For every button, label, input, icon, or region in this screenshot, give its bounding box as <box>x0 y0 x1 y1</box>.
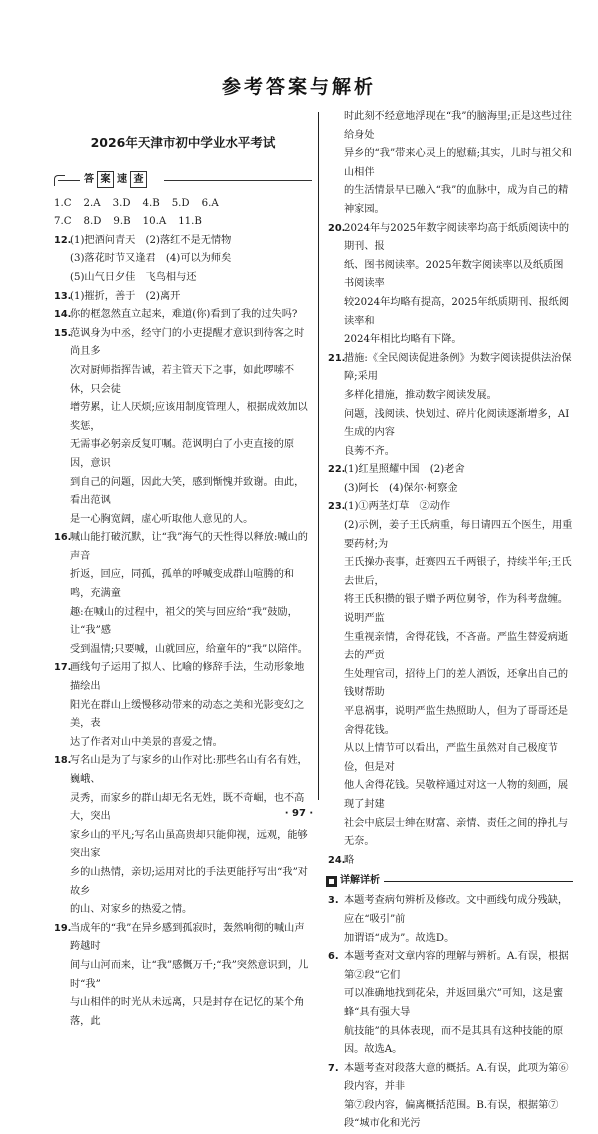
answer-line: 本题考查病句辨析及修改。文中画线句成分残缺，应在“吸引”前 <box>344 895 569 925</box>
quick-answer-list <box>54 195 312 232</box>
question-number: 7. <box>328 1062 339 1074</box>
question-number: 6. <box>328 951 339 963</box>
column-divider <box>318 112 319 800</box>
answer-item <box>54 306 312 325</box>
detail-item <box>328 948 573 1060</box>
answer-item <box>54 288 312 307</box>
answer-line: 可以准确地找到花朵，并返回巢穴”可知，这是蜜蜂“具有强大导 <box>344 988 564 1018</box>
answer-line: 时此刻不经意地浮现在“我”的脑海里;正是这些过往给身处 <box>344 111 572 141</box>
question-number: 3. <box>328 895 339 907</box>
page-number: · 97 · <box>284 808 314 819</box>
answer-line: 生处理官司，招待上门的差人酒饭，还拿出自己的钱财帮助 <box>344 668 569 699</box>
answer-line: 写名山是为了与家乡的山作对比:那些名山有名有姓，巍峨、 <box>70 755 308 785</box>
detail-item <box>328 892 573 948</box>
right-answer-list <box>328 220 573 871</box>
quick-answer-row <box>54 213 312 232</box>
quick-answer-item: 7.C <box>54 216 72 228</box>
answer-line: 画线句子运用了拟人、比喻的修辞手法，生动形象地描绘出 <box>70 662 305 693</box>
answer-line: 当成年的“我”在异乡感到孤寂时，轰然响彻的喊山声跨越时 <box>70 922 305 953</box>
answer-line: 间与山河而来，让“我”感慨万千;“我”突然意识到，儿时“我” <box>70 959 309 990</box>
answer-line: 是一心胸宽阔，虚心听取他人意见的人。 <box>70 513 254 525</box>
answer-line: 多样化措施，推动数字阅读发展。 <box>344 389 497 401</box>
answer-line: 乡的山热情，亲切;运用对比的手法更能抒写出“我”对故乡 <box>70 866 308 897</box>
quick-char-3: 速 <box>117 173 127 185</box>
answer-line: 次对厨师指挥告诫，若主管天下之事，如此啰嗦不休，只会徒 <box>70 364 295 395</box>
answer-line: 第⑦段内容，偏离概括范围。B.有误，根据第⑦段“城市化和光污 <box>344 1099 559 1130</box>
answer-line: 异乡的“我”带来心灵上的慰藉;其实，儿时与祖父和山相伴 <box>344 148 572 178</box>
answer-line: 较2024年均略有提高，2025年纸质期刊、报纸阅读率和 <box>344 296 570 327</box>
answer-line: 他人舍得花钱。吴敬梓通过对这一人物的刻画，展现了封建 <box>344 780 569 810</box>
quick-answer-item: 4.B <box>142 197 160 209</box>
answer-item <box>328 350 573 462</box>
answer-line: (1)把酒问青天 (2)落红不是无情物 <box>70 234 232 246</box>
answer-line: 与山相伴的时光从未远离，只是封存在记忆的某个角落，此 <box>70 997 305 1027</box>
quick-answer-item: 9.B <box>113 216 131 228</box>
answer-line: 措施:《全民阅读促进条例》为数字阅读提供法治保障;采用 <box>344 352 572 383</box>
answer-line: 社会中底层士绅在财富、亲情、责任之间的挣扎与无奈。 <box>344 817 569 848</box>
quick-char-2: 案 <box>97 171 114 188</box>
question-number: 16. <box>54 532 72 544</box>
answer-item <box>54 659 312 752</box>
answer-line: 良莠不齐。 <box>344 445 395 457</box>
detail-section-header <box>326 873 573 889</box>
quick-answer-row <box>54 195 312 214</box>
answer-line: 问题，浅阅读、快划过、碎片化阅读逐渐增多，AI生成的内容 <box>344 408 570 439</box>
left-answer-list <box>54 232 312 1032</box>
header-rule-right <box>164 180 312 181</box>
answer-item <box>54 325 312 530</box>
exam-title: 2026年天津市初中学业水平考试 <box>90 135 276 150</box>
answer-line: 增劳累，让人厌烦;应该用制度管理人，根据成效加以奖惩， <box>70 402 308 432</box>
question-number: 20. <box>328 222 346 234</box>
answer-line: 折返，回应，同孤，孤单的呼喊变成群山喧腾的和鸣，充满童 <box>70 569 295 600</box>
detail-section-rule <box>384 881 573 882</box>
question-number: 17. <box>54 662 72 674</box>
answer-line: 纸、图书阅读率。2025年数字阅读率以及纸质图书阅读率 <box>344 259 564 290</box>
question-number: 23. <box>328 501 346 513</box>
question-number: 22. <box>328 464 346 476</box>
quick-answer-item: 5.D <box>171 197 190 209</box>
answer-line: (1)①两茎灯草 ②动作 <box>344 501 451 513</box>
quick-answer-item: 11.B <box>178 216 202 228</box>
answer-line: 达了作者对山中美景的喜爱之情。 <box>70 736 223 748</box>
answer-line: 到自己的问题，因此大笑，感到惭愧并致谢。由此，看出范讽 <box>70 476 305 507</box>
question-number: 21. <box>328 352 346 364</box>
left-column <box>54 128 312 1031</box>
answer-item <box>328 220 573 350</box>
quick-answer-item: 3.D <box>112 197 131 209</box>
answer-line: 趣:在喊山的过程中，祖父的笑与回应给“我”鼓励，让“我”感 <box>70 606 298 637</box>
answer-line: 你的框忽然直立起来，难道(你)看到了我的过失吗? <box>70 309 298 321</box>
continued-answer-19 <box>328 108 573 220</box>
answer-line: 从以上情节可以看出，严监生虽然对自己极度节俭，但是对 <box>344 743 558 773</box>
answer-line: 将王氏积攒的银子赠予两位舅爷，作为科考盘缠。说明严监 <box>344 594 569 625</box>
detail-item <box>328 1060 573 1134</box>
quick-answer-item: 6.A <box>201 197 219 209</box>
answer-item <box>54 232 312 288</box>
answer-line: 生重视亲情，舍得花钱，不吝啬。严监生替爱病逝去的严贡 <box>344 631 569 662</box>
answer-line: (1)摧折，善于 (2)离开 <box>70 290 181 302</box>
quick-answer-item: 8.D <box>83 216 102 228</box>
answer-line: (5)山气日夕佳 飞鸟相与还 <box>70 271 197 283</box>
answer-line: 本题考查对段落大意的概括。A.有误，此项为第⑥段内容，并非 <box>344 1062 569 1093</box>
question-number: 24. <box>328 854 346 866</box>
quick-char-4: 查 <box>130 171 147 188</box>
answer-line: 王氏操办丧事，赶赛四五千两银子，持续半年;王氏去世后， <box>344 557 572 587</box>
question-number: 14. <box>54 309 72 321</box>
question-number: 19. <box>54 922 72 934</box>
page-title: 参考答案与解析 <box>221 76 376 98</box>
answer-item <box>328 461 573 498</box>
answer-line: (3)落花时节又逢君 (4)可以为师矣 <box>70 253 232 265</box>
answer-line: 2024年与2025年数字阅读率均高于纸质阅读中的期刊、报 <box>344 222 570 253</box>
answer-line: (3)阿长 (4)保尔·柯察金 <box>344 482 458 494</box>
answer-line: 加谓语“成为”。故选D。 <box>344 932 455 944</box>
quick-answer-item: 2.A <box>83 197 101 209</box>
answer-line: 的山、对家乡的热爱之情。 <box>70 904 193 916</box>
answer-line: (2)示例，姜子王氏病重，每日请四五个医生，用重要药材;为 <box>344 520 573 550</box>
quick-answer-header <box>54 169 312 191</box>
header-rule-left <box>58 180 80 181</box>
answer-line: 略 <box>344 854 355 866</box>
answer-line: 本题考查对文章内容的理解与辨析。A.有误，根据第②段“它们 <box>344 951 569 981</box>
question-number: 15. <box>54 327 72 339</box>
detail-square-icon <box>326 876 337 887</box>
answer-line: 范讽身为中丞，经守门的小吏提醒才意识到待客之时尚且多 <box>70 327 305 358</box>
quick-answer-item: 1.C <box>54 197 72 209</box>
detail-answer-list <box>328 892 573 1134</box>
answer-line: 的生活情景早已融入“我”的血脉中，成为自己的精神家园。 <box>344 185 569 215</box>
question-number: 12. <box>54 234 72 246</box>
answer-item <box>54 529 312 659</box>
answer-line: 喊山能打破沉默，让“我”海气的天性得以释放:喊山的声音 <box>70 532 308 562</box>
answer-line: 受到温情;只要喊，山就回应，给童年的“我”以陪伴。 <box>70 643 308 655</box>
answer-line: 无需事必躬亲反复叮嘱。范讽明白了小吏直接的原因，意识 <box>70 439 295 469</box>
answer-line: (1)红星照耀中国 (2)老舍 <box>344 464 465 476</box>
answer-item <box>328 498 573 851</box>
answer-line: 灵秀，而家乡的群山却无名无姓，既不奇崛，也不高大，突出 <box>70 792 305 823</box>
answer-line: 阳光在群山上缓慢移动带来的动态之美和光影变幻之美，表 <box>70 699 305 730</box>
answer-item <box>54 752 312 919</box>
quick-char-1: 答 <box>84 173 94 185</box>
answer-line: 家乡山的平凡;写名山虽高贵却只能仰视，远观，能够突出家 <box>70 829 308 860</box>
right-column <box>328 108 573 1134</box>
question-number: 18. <box>54 755 72 767</box>
quick-answer-item: 10.A <box>142 216 167 228</box>
answer-line: 航技能”的具体表现，而不是其具有这种技能的原因。故选A。 <box>344 1025 564 1056</box>
answer-item <box>54 920 312 1032</box>
detail-section-title: 详解详析 <box>340 875 380 887</box>
answer-line: 2024年相比均略有下降。 <box>344 334 462 346</box>
answer-item <box>328 852 573 871</box>
answer-line: 平息祸事，说明严监生热照助人，但为了哥哥还是舍得花钱。 <box>344 706 569 736</box>
question-number: 13. <box>54 290 72 302</box>
